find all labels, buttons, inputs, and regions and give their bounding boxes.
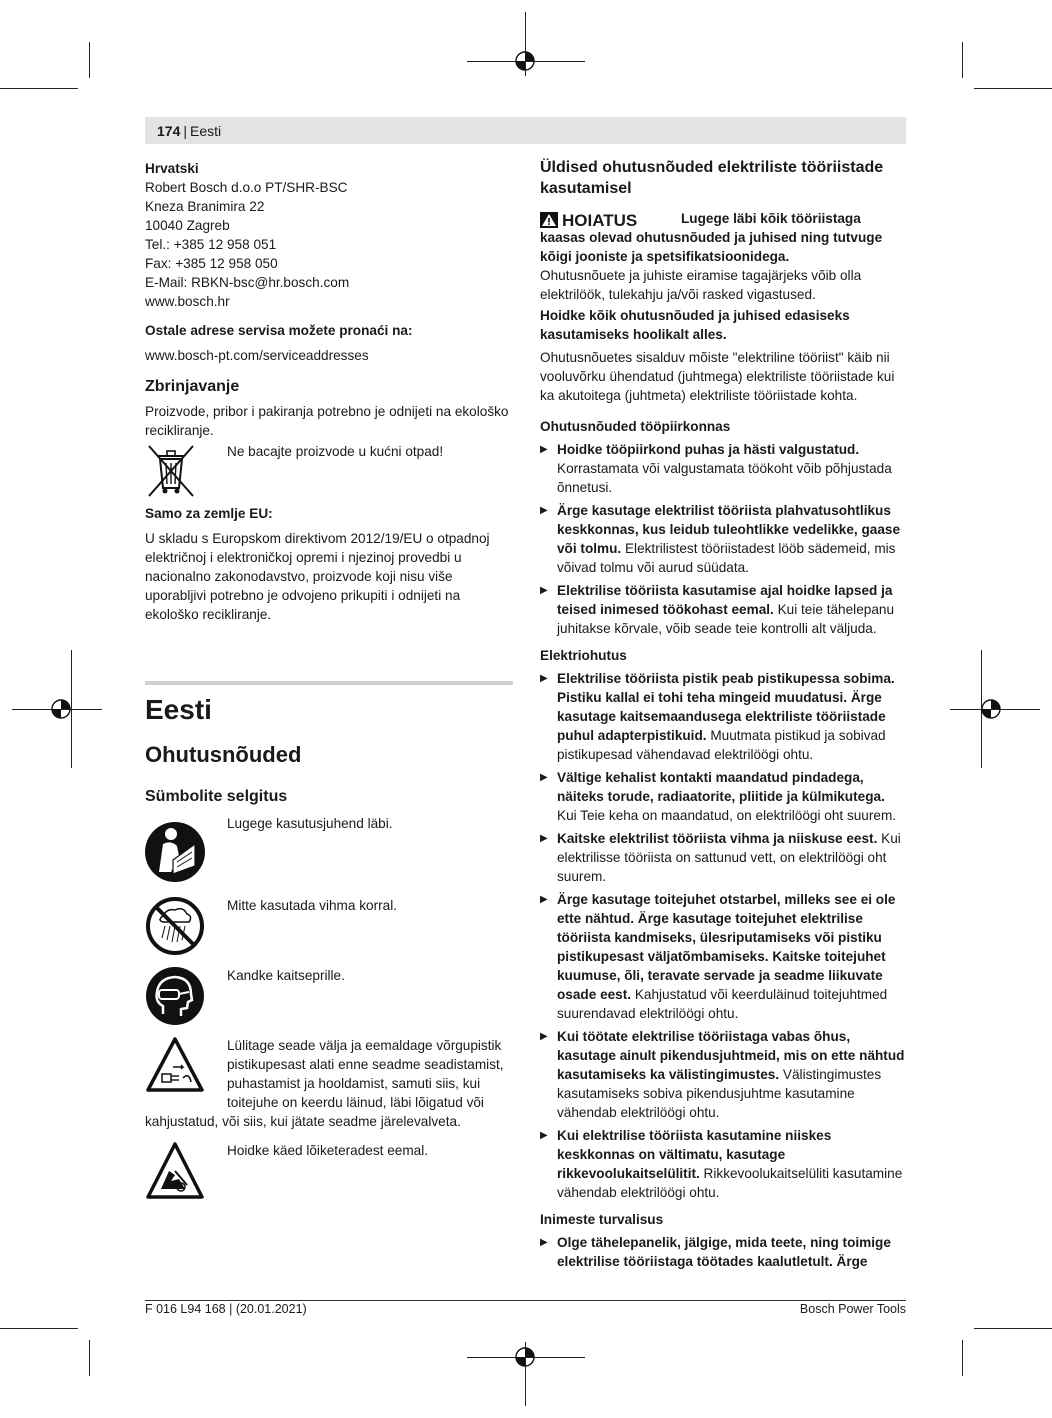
registration-mark-icon — [49, 697, 73, 721]
symbol-text: Mitte kasutada vihma korral. — [227, 898, 397, 913]
symbol-text: Lülitage seade välja ja eemaldage võrgupistik pistikupesast alati enne seadme seadistamist, puhastamist ja hooldamist, samuti siis, kui toitejuhe on keerdu läinud, läbi lõigatud või kahjustatud, või siis, kui jätate seadme järelevalveta. — [145, 1038, 504, 1129]
section-heading-electrical: Elektriohutus — [540, 648, 627, 663]
section-heading-personal-safety: Inimeste turvalisus — [540, 1212, 664, 1227]
email-line: E-Mail: RBKN-bsc@hr.bosch.com — [145, 275, 350, 290]
term-definition-text: Ohutusnõuetes sisalduv mõiste "elektriline tööriist" käib nii vooluvõrku ühendatud (juhtmega) elektriliste tööriistade kui ka akutoitega (juhtmeta) elektriliste tööriistade kohta. — [540, 350, 895, 403]
symbol-text: Kandke kaitseprille. — [227, 968, 345, 983]
warning-text: Ohutusnõuete ja juhiste eiramise tagajärjeks võib olla elektrilöök, tulekahju ja/või rasked vigastused. — [540, 268, 862, 302]
registration-mark-icon — [979, 697, 1003, 721]
registration-mark-icon — [513, 1345, 537, 1369]
address-block — [145, 178, 513, 311]
read-manual-icon — [145, 814, 205, 886]
page-header — [145, 117, 906, 144]
list-item: ▶ Olge tähelepanelik, jälgige, mida teete, ning toimige elektrilise tööriistaga töötades kaalutletult. Ärge — [540, 1233, 906, 1271]
unplug-warning-icon — [145, 1036, 205, 1094]
phone-line: Tel.: +385 12 958 051 — [145, 237, 277, 252]
safety-goggles-icon — [145, 966, 205, 1026]
footer-doc-id: F 016 L94 168 | (20.01.2021) — [145, 1302, 307, 1316]
keep-hands-away-icon — [145, 1141, 205, 1201]
list-item: ▶ Vältige kehalist kontakti maandatud pindadega, näiteks torude, radiaatorite, pliitide ja külmikutega. Kui Teie keha on maandatud, on elektrilöögi oht suurem. — [540, 768, 906, 825]
crop-mark — [974, 88, 1052, 89]
eu-heading: Samo za zemlje EU: — [145, 506, 273, 521]
general-safety-title: Üldised ohutusnõuded elektriliste tööriistade kasutamisel — [540, 159, 884, 197]
list-item: ▶ Ärge kasutage elektrilist tööriista plahvatusohtlikus keskkonnas, kus leidub tuleohtlikke vedelikke, gaase või tolmu. Elektrilistest tööriistadest lööb sädemeid, mis võivad tolmu või aurud süüdata. — [540, 501, 906, 577]
crop-mark — [0, 1328, 78, 1329]
symbol-row — [145, 1036, 513, 1131]
list-item: ▶ Kui elektrilise tööriista kasutamine niiskes keskkonnas on vältimatu, kasutage rikkevoolukaitselülitit. Rikkevoolukaitselüliti kasutamine vähendab elektrilöögi ohtu. — [540, 1126, 906, 1202]
list-item: ▶ Elektrilise tööriista kasutamise ajal hoidke lapsed ja teised inimesed töökohast eemal. Kui teie tähelepanu juhitakse kõrvale, võib seade teie kontrolli alt väljuda. — [540, 581, 906, 638]
section-heading-work-area: Ohutusnõuded tööpiirkonnas — [540, 419, 731, 434]
address-line: 10040 Zagreb — [145, 218, 230, 233]
section-title: Eesti — [145, 694, 212, 725]
list-item: ▶ Kui töötate elektrilise tööriistaga vabas õhus, kasutage ainult pikendusjuhtmeid, mis on ette nähtud kasutamiseks ka välistingimustes. Välistingimustes kasutamiseks sobiva pikendusjuhtme kasutamine vähendab elektrilöögi ohtu. — [540, 1027, 906, 1122]
crop-mark — [962, 1340, 963, 1376]
symbols-title: Sümbolite selgitus — [145, 788, 288, 805]
fax-line: Fax: +385 12 958 050 — [145, 256, 278, 271]
symbol-row — [145, 1141, 513, 1201]
footer-brand: Bosch Power Tools — [799, 1302, 906, 1316]
keep-instructions-text: Hoidke kõik ohutusnõuded ja juhised edasiseks kasutamiseks hoolikalt alles. — [540, 308, 850, 342]
right-column — [540, 157, 906, 1275]
warning-triangle-icon — [540, 212, 558, 228]
disposal-heading: Zbrinjavanje — [145, 378, 240, 395]
crop-mark — [89, 1340, 90, 1376]
address-line: Kneza Branimira 22 — [145, 199, 265, 214]
website-line: www.bosch.hr — [145, 294, 230, 309]
no-rain-icon — [145, 896, 205, 956]
header-language: Eesti — [190, 122, 222, 139]
safety-title: Ohutusnõuded — [145, 742, 302, 767]
symbol-row — [145, 814, 513, 886]
symbol-row — [145, 966, 513, 1026]
address-line: Robert Bosch d.o.o PT/SHR-BSC — [145, 180, 348, 195]
eu-text: U skladu s Europskom direktivom 2012/19/EU o otpadnoj električnoj i elektroničkoj opremi i njezinoj provedbi u nacionalno zakonodavstvo, proizvode koji nisu više uporabljivi potrebno je odvojeno prikupiti i odnijeti na ekološko recikliranje. — [145, 531, 490, 622]
warning-bold-text: Lugege läbi kõik tööriistaga kaasas olevad ohutusnõuded ja juhised ning tutvuge kõigi jooniste ja spetsifikatsioonidega. — [540, 211, 883, 264]
footer-divider — [145, 1300, 906, 1301]
registration-mark-icon — [513, 49, 537, 73]
personal-safety-list — [540, 1233, 906, 1271]
list-item: ▶ Ärge kasutage toitejuhet otstarbel, milleks see ei ole ette nähtud. Ärge kasutage toitejuhet elektrilise tööriista kandmiseks, ülesriputamiseks või pistiku pistikupesast väljatõmbamiseks. Kaitske toitejuhet kuumuse, õli, teravate servade ja seadme liikuvate osade eest. Kahjustatud või keerduläinud toitejuhtmed suurendavad elektrilöögi ohtu. — [540, 890, 906, 1023]
crossed-bin-icon — [145, 442, 197, 498]
warning-label-text: HOIATUS — [562, 210, 638, 230]
crop-mark — [0, 88, 78, 89]
work-area-list — [540, 440, 906, 638]
electrical-list — [540, 669, 906, 1202]
left-column — [145, 157, 513, 1211]
list-item: ▶ Elektrilise tööriista pistik peab pistikupessa sobima. Pistiku kallal ei tohi teha mingeid muudatusi. Ärge kasutage kaitsemaandusega elektriliste tööriistade puhul adapterpistikuid. Muutmata pistikud ja sobivad pistikupesad vähendavad elektrilöögi ohtu. — [540, 669, 906, 764]
symbol-text: Hoidke käed lõiketeradest eemal. — [227, 1143, 428, 1158]
symbol-row — [145, 896, 513, 956]
disposal-bin-row — [145, 442, 513, 498]
list-item: ▶ Hoidke tööpiirkond puhas ja hästi valgustatud. Korrastamata või valgustamata töökoht võib põhjustada õnnetusi. — [540, 440, 906, 497]
disposal-bin-text: Ne bacajte proizvode u kućni otpad! — [227, 444, 444, 459]
symbol-text: Lugege kasutusjuhend läbi. — [227, 816, 393, 831]
service-addresses-url: www.bosch-pt.com/serviceaddresses — [145, 348, 369, 363]
disposal-text: Proizvode, pribor i pakiranja potrebno je odnijeti na ekološko recikliranje. — [145, 404, 509, 438]
page-number: 174 — [157, 122, 181, 139]
list-item: ▶ Kaitske elektrilist tööriista vihma ja niiskuse eest. Kui elektrilisse tööriista on sattunud vett, on elektrilöögi oht suurem. — [540, 829, 906, 886]
header-separator: | — [183, 122, 187, 139]
country-heading: Hrvatski — [145, 161, 199, 176]
crop-mark — [89, 42, 90, 78]
crop-mark — [962, 42, 963, 78]
crop-mark — [974, 1328, 1052, 1329]
section-divider — [145, 681, 513, 685]
other-addresses-label: Ostale adrese servisa možete pronaći na: — [145, 323, 413, 338]
